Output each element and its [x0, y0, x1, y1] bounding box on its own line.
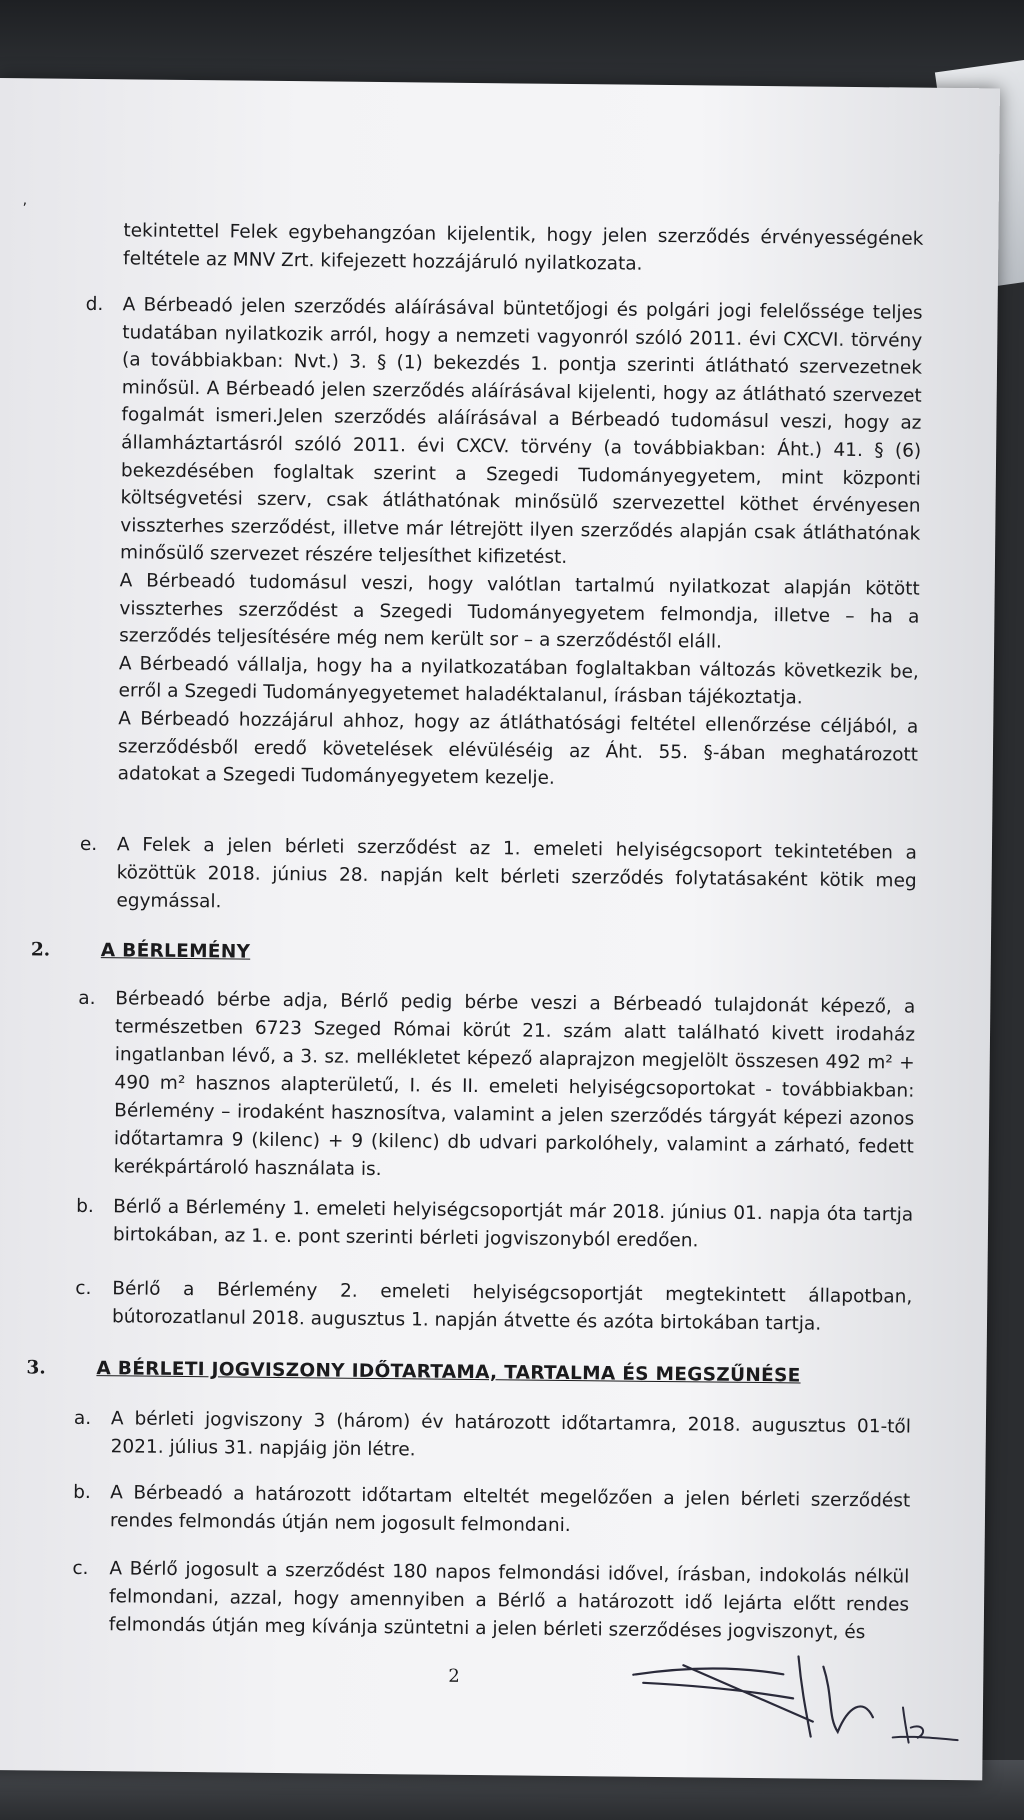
page-number: 2	[448, 1665, 460, 1687]
page-content	[0, 78, 1000, 1780]
section-3-item-a-label: a.	[73, 1407, 92, 1430]
item-e-text: A Felek a jelen bérleti szerződést az 1. emeleti helyiségcsoport tekintetében a közöttük 2018. június 28. napján kelt bérleti szerződés folytatásaként kötik meg egymással.	[116, 834, 918, 913]
item-d	[118, 291, 923, 796]
item-d-paragraph-3: A Bérbeadó vállalja, hogy ha a nyilatkozatában foglaltakban változás következik be, erről a Szegedi Tudományegyetemet haladéktalanul, írásban tájékoztatja.	[118, 652, 919, 709]
stray-mark: ,	[22, 192, 28, 209]
item-d-paragraph-4: A Bérbeadó hozzájárul ahhoz, hogy az átláthatósági feltétel ellenőrzése céljából, a szerződésből eredő követelések elévüléséig az Áht. 55. §-ában meghatározott adatokat a Szegedi Tudományegyetem kezelje.	[117, 708, 919, 789]
item-d-label: d.	[85, 293, 104, 316]
continuation-paragraph	[123, 217, 924, 281]
section-2-item-a	[113, 985, 915, 1189]
section-3-item-c-label: c.	[72, 1557, 89, 1580]
section-3-item-c-text: A Bérlő jogosult a szerződést 180 napos felmondási idővel, írásban, indokolás nélkül felmondani, azzal, hogy amennyiben a Bérlő a határozott idő lejárta előtt rendes felmondás útján meg kívánja szüntetni a jelen bérleti szerződéses jogviszonyt, és	[108, 1558, 910, 1644]
section-3-item-b-label: b.	[73, 1481, 91, 1504]
item-d-paragraph-2: A Bérbeadó tudomásul veszi, hogy valótlan tartalmú nyilatkozat alapján kötött visszterhes szerződést a Szegedi Tudományegyetem felmondja, illetve – ha a szerződés teljesítésére még nem került sor – a szerződéstől eláll.	[119, 570, 920, 653]
initials-mark	[882, 1697, 973, 1758]
continuation-text: tekintettel Felek egybehangzóan kijelentik, hogy jelen szerződés érvényességének feltétele az MNV Zrt. kifejezett hozzájáruló nyilatkozata.	[123, 220, 924, 275]
section-2-item-c-label: c.	[75, 1277, 92, 1300]
section-3-number: 3.	[26, 1357, 46, 1379]
document-page	[0, 78, 1000, 1780]
section-2-item-b-text: Bérlő a Bérlemény 1. emeleti helyiségcsoportját már 2018. június 01. napja óta tartja birtokában, az 1. e. pont szerinti bérleti jogviszonyból eredően.	[112, 1196, 914, 1252]
section-2-number: 2.	[30, 939, 51, 961]
section-2-item-c	[112, 1275, 913, 1339]
section-3-item-a	[111, 1405, 912, 1469]
section-3-item-a-text: A bérleti jogviszony 3 (három) év határozott időtartamra, 2018. augusztus 01-től 2021. július 31. napjáig jön létre.	[110, 1408, 912, 1461]
item-d-paragraph-1: A Bérbeadó jelen szerződés aláírásával büntetőjogi és polgári jogi felelőssége teljes tudatában nyilatkozik arról, hogy a nemzeti vagyonról szóló 2011. évi CXCVI. törvény (a továbbiakban: Nvt.) 3. § (1) bekezdés 1. pontja szerinti átlátható szervezetnek minősül. A Bérbeadó jelen szerződés aláírásával kijelenti, hogy az átlátható szervezet fogalmát ismeri.Jelen szerződés aláírásával a Bérbeadó tudomásul veszi, hogy az államháztartásról szóló 2011. évi CXCV. törvény (a továbbiakban: Áht.) 41. § (6) bekezdésében foglaltak szerint a Szegedi Tudományegyetem, mint központi költségvetési szerv, csak átláthatónak minősülő szervezettel köthet érvényesen visszterhes szerződést, illetve már létrejött ilyen szerződés alapján csak átláthatónak minősülő szervezet részére teljesíthet kifizetést.	[119, 294, 923, 569]
section-3-item-b-text: A Bérbeadó a határozott időtartam elteltét megelőzően a jelen bérleti szerződést rendes felmondás útján nem jogosult felmondani.	[109, 1482, 911, 1537]
section-2-item-b	[113, 1193, 914, 1257]
item-e-label: e.	[79, 833, 98, 856]
section-2-item-c-text: Bérlő a Bérlemény 2. emeleti helyiségcsoportját megtekintett állapotban, bútorozatlanul 2018. augusztus 1. napján átvette és azóta birtokában tartja.	[111, 1278, 913, 1335]
section-2-title: A BÉRLEMÉNY	[100, 940, 251, 963]
section-3-item-b	[110, 1479, 911, 1543]
section-2-item-a-text: Bérbeadó bérbe adja, Bérlő pedig bérbe veszi a Bérbeadó tulajdonát képező, a természetben 6723 Szeged Római körút 21. szám alatt található kivett irodaház ingatlanban lévő, a 3. sz. mellékletet képező alaprajzon megjelölt összesen 492 m² + 490 m² hasznos alapterületű, I. és II. emeleti helyiségcsoportokat - továbbiakban: Bérlemény – irodaként hasznosítva, valamint a jelen szerződés tárgyát képezi azonos időtartamra 9 (kilenc) + 9 (kilenc) db udvari parkolóhely, valamint a zárható, fedett kerékpártároló használata is.	[113, 988, 916, 1181]
section-3-title: A BÉRLETI JOGVISZONY IDŐTARTAMA, TARTALMA ÉS MEGSZŰNÉSE	[96, 1358, 801, 1387]
section-2-item-b-label: b.	[76, 1195, 94, 1218]
signature-mark	[623, 1625, 924, 1748]
item-e	[116, 831, 917, 923]
section-2-item-a-label: a.	[78, 987, 96, 1010]
